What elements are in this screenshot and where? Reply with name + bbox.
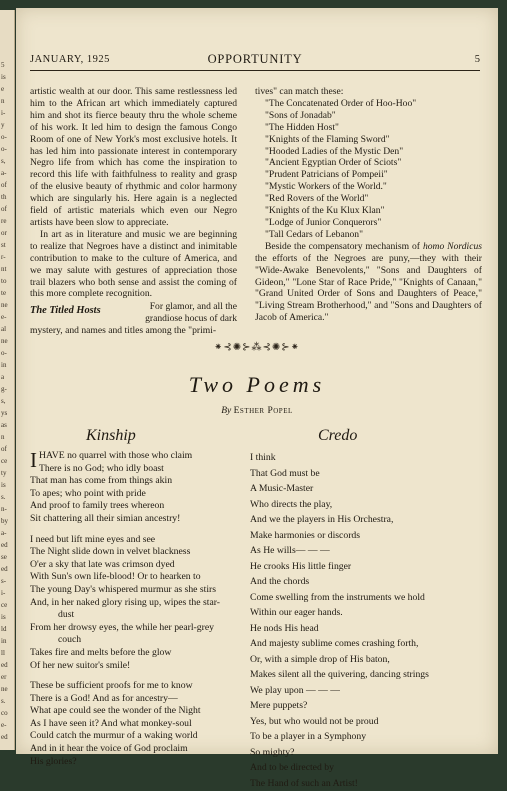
prev-page-fragment: st (1, 242, 14, 249)
article-paragraph: tives" can match these: (255, 86, 482, 98)
prev-page-fragment: n (1, 434, 14, 441)
lodge-title-item: "Prudent Patricians of Pompeii" (255, 169, 482, 181)
poem-line: And proof to family trees whereon (30, 500, 245, 513)
prev-page-fragment: in (1, 638, 14, 645)
poem-line: There is a God! And as for ancestry— (30, 693, 245, 706)
prev-page-fragment: er (1, 674, 14, 681)
prev-page-fragment: to (1, 278, 14, 285)
prev-page-fragment: ll (1, 650, 14, 657)
prev-page-fragment: of (1, 182, 14, 189)
poem-line: O'er a sky that late was crimson dyed (30, 559, 245, 572)
prev-page-fragment: a- (1, 530, 14, 537)
prev-page-fragment: in (1, 362, 14, 369)
drop-cap: I (30, 451, 37, 469)
prev-page-fragment: ne (1, 302, 14, 309)
poems-title: Two Poems (16, 372, 498, 398)
prev-page-fragment: y (1, 122, 14, 129)
lodge-title-item: "Mystic Workers of the World." (255, 181, 482, 193)
poem-title-credo: Credo (318, 427, 357, 445)
prev-page-fragment: o- (1, 134, 14, 141)
poem-line: Or, with a simple drop of His baton, (250, 652, 480, 668)
running-header (30, 50, 480, 71)
lodge-title-item: "Sons of Jonadab" (255, 110, 482, 122)
prev-page-fragment: ed (1, 542, 14, 549)
prev-page-fragment: is (1, 74, 14, 81)
prev-page-fragment: th (1, 194, 14, 201)
prev-page-fragment: ed (1, 734, 14, 741)
prev-page-fragment: s. (1, 494, 14, 501)
prev-page-fragment: ys (1, 410, 14, 417)
header-magazine-title: OPPORTUNITY (30, 52, 480, 67)
previous-page-edge (0, 10, 15, 750)
prev-page-fragment: e- (1, 722, 14, 729)
poem-line: Come swelling from the instruments we hold (250, 590, 480, 606)
article-closing-paragraph: Beside the compensatory mechanism of homo Nordicus the efforts of the Negroes are puny,—they with their "Wide-Awake Benevolents," "Sons and Daughters of Gideon," "Lone Star of Race Pride," "Knights of Canaan," "Grand United Order of Sons and Daughters of Peace," "Living Stream Brotherhood," and "Sons and Daughters of Jacob of America." (255, 241, 482, 324)
poem-line: I think (250, 450, 480, 466)
poem-credo (250, 450, 480, 791)
lodge-title-item: "The Hidden Host" (255, 122, 482, 134)
poem-kinship (30, 450, 245, 768)
prev-page-fragment: co (1, 710, 14, 717)
poem-line: The Night slide down in velvet blackness (30, 546, 245, 559)
prev-page-fragment: ld (1, 626, 14, 633)
header-date: JANUARY, 1925 (30, 54, 110, 65)
poem-line: From her drowsy eyes, the while her pearl-grey (30, 622, 245, 635)
article-paragraph: In art as in literature and music we are beginning to realize that Negroes have a distinct and inimitable contribution to make to the culture of America, and we may salute with gestures of appreciation those trail blazers who both sense and assist the coming of this more complete recognition. (30, 229, 237, 300)
poem-line: As He wills— — — (250, 543, 480, 559)
latin-term: homo Nordicus (423, 241, 482, 252)
prev-page-fragment: re (1, 218, 14, 225)
poem-title-kinship: Kinship (86, 427, 136, 445)
author-name: Esther Popel (234, 406, 293, 416)
poem-line: His glories? (30, 756, 245, 769)
lodge-title-item: "Knights of the Ku Klux Klan" (255, 205, 482, 217)
poem-line: Could catch the murmur of a waking world (30, 730, 245, 743)
poem-line: Make harmonies or discords (250, 528, 480, 544)
prev-page-fragment: i- (1, 110, 14, 117)
prev-page-fragment: e (1, 86, 14, 93)
prev-page-fragment: ce (1, 602, 14, 609)
stanza-break (30, 672, 245, 680)
poem-line: I need but lift mine eyes and see (30, 534, 245, 547)
prev-page-fragment: o- (1, 350, 14, 357)
poem-line: We play upon — — — (250, 683, 480, 699)
poem-line: To be a player in a Symphony (250, 729, 480, 745)
lodge-titles-list (255, 98, 482, 241)
prev-page-fragment: ed (1, 662, 14, 669)
ornament-divider: ⁕⊰✺⊱⁂⊰✺⊱⁕ (16, 342, 498, 353)
poem-line: And to be directed by (250, 760, 480, 776)
header-page-number: 5 (475, 54, 480, 65)
poem-line: So mighty? (250, 745, 480, 761)
prev-page-fragment: ne (1, 686, 14, 693)
prev-page-fragment: s, (1, 398, 14, 405)
prev-page-fragment: is (1, 614, 14, 621)
prev-page-fragment: r- (1, 254, 14, 261)
poem-line: Yes, but who would not be proud (250, 714, 480, 730)
prev-page-fragment: nt (1, 266, 14, 273)
poem-line: A Music-Master (250, 481, 480, 497)
side-heading-text: For glamor, and all the grandiose hocus of dark (134, 301, 237, 325)
poem-line: And in it hear the voice of God proclaim (30, 743, 245, 756)
article-left-column (30, 86, 237, 337)
prev-page-fragment: n- (1, 506, 14, 513)
poem-line: HAVE no quarrel with those who claim (30, 450, 245, 463)
poem-line: The young Day's whispered murmur as she stirs (30, 584, 245, 597)
prev-page-fragment: s. (1, 698, 14, 705)
prev-page-fragment: s- (1, 578, 14, 585)
article-paragraph: mystery, and names and titles among the "primi- (30, 325, 237, 337)
poem-line: With Sun's own life-blood! Or to hearken to (30, 571, 245, 584)
prev-page-fragment: by (1, 518, 14, 525)
prev-page-fragment: n (1, 98, 14, 105)
stanza-break (30, 526, 245, 534)
poem-line: To apes; who point with pride (30, 488, 245, 501)
prev-page-fragment: as (1, 422, 14, 429)
poem-line: Who directs the play, (250, 497, 480, 513)
prev-page-fragment: of (1, 446, 14, 453)
prev-page-fragment: g- (1, 386, 14, 393)
prev-page-fragment: ed (1, 566, 14, 573)
poem-line: He crooks His little finger (250, 559, 480, 575)
poem-line: dust (30, 609, 245, 622)
lodge-title-item: "Hooded Ladies of the Mystic Den" (255, 146, 482, 158)
poem-line: Makes silent all the quivering, dancing strings (250, 667, 480, 683)
poem-line: The Hand of such an Artist! (250, 776, 480, 791)
prev-page-fragment: or (1, 230, 14, 237)
poem-line: Mere puppets? (250, 698, 480, 714)
poem-line: couch (30, 634, 245, 647)
poem-line: As I have seen it? And what monkey-soul (30, 718, 245, 731)
poem-line: These be sufficient proofs for me to know (30, 680, 245, 693)
poem-line: There is no God; who idly boast (30, 463, 245, 476)
lodge-title-item: "Lodge of Junior Conquerors" (255, 217, 482, 229)
poem-line: Within our eager hands. (250, 605, 480, 621)
article-paragraph: artistic wealth at our door. This same restlessness led him to the African art which immediately captured him and shot its fierce beauty thru the whole scheme of his work. It led him to design the famous Congo Room of one of New York's most exclusive hotels. It has led him into passionate interest in contemporary Negro life from which has come the inspiration to record this life with faithfulness to reality and grasp of the elusive beauty of rhythmic and color harmony which are singularly his. Here again is a neglected field of artistic materials which even our Negro artists have been slow to appreciate. (30, 86, 237, 229)
prev-page-fragment: ty (1, 470, 14, 477)
poem-line: And the chords (250, 574, 480, 590)
lodge-title-item: "Red Rovers of the World" (255, 193, 482, 205)
prev-page-fragment: te (1, 290, 14, 297)
magazine-page (16, 8, 498, 754)
prev-page-fragment: of (1, 206, 14, 213)
prev-page-fragment: s, (1, 158, 14, 165)
poem-line: Sit chattering all their simian ancestry! (30, 513, 245, 526)
lodge-title-item: "The Concatenated Order of Hoo-Hoo" (255, 98, 482, 110)
prev-page-fragment: 5 (1, 62, 14, 69)
article-right-column (255, 86, 482, 324)
prev-page-fragment: al (1, 326, 14, 333)
side-heading: The Titled Hosts (30, 301, 134, 317)
poem-line: And, in her naked glory rising up, wipes the star- (30, 597, 245, 610)
poem-line: And we the players in His Orchestra, (250, 512, 480, 528)
prev-page-fragment: o- (1, 146, 14, 153)
poem-line: And majesty sublime comes crashing forth, (250, 636, 480, 652)
prev-page-fragment: a- (1, 170, 14, 177)
prev-page-fragment: ce (1, 458, 14, 465)
prev-page-fragment: a (1, 374, 14, 381)
poem-line: What ape could see the wonder of the Night (30, 705, 245, 718)
poem-line: That man has come from things akin (30, 475, 245, 488)
lodge-title-item: "Ancient Egyptian Order of Sciots" (255, 157, 482, 169)
lodge-title-item: "Tall Cedars of Lebanon" (255, 229, 482, 241)
prev-page-fragment: se (1, 554, 14, 561)
poem-line: Of her new suitor's smile! (30, 660, 245, 673)
prev-page-fragment: ne (1, 338, 14, 345)
prev-page-fragment: is (1, 482, 14, 489)
poem-line: He nods His head (250, 621, 480, 637)
poem-line: That God must be (250, 466, 480, 482)
byline: By Esther Popel (16, 406, 498, 416)
lodge-title-item: "Knights of the Flaming Sword" (255, 134, 482, 146)
prev-page-fragment: e- (1, 314, 14, 321)
side-heading-row (30, 301, 237, 325)
poem-line: Takes fire and melts before the glow (30, 647, 245, 660)
prev-page-fragment: i- (1, 590, 14, 597)
